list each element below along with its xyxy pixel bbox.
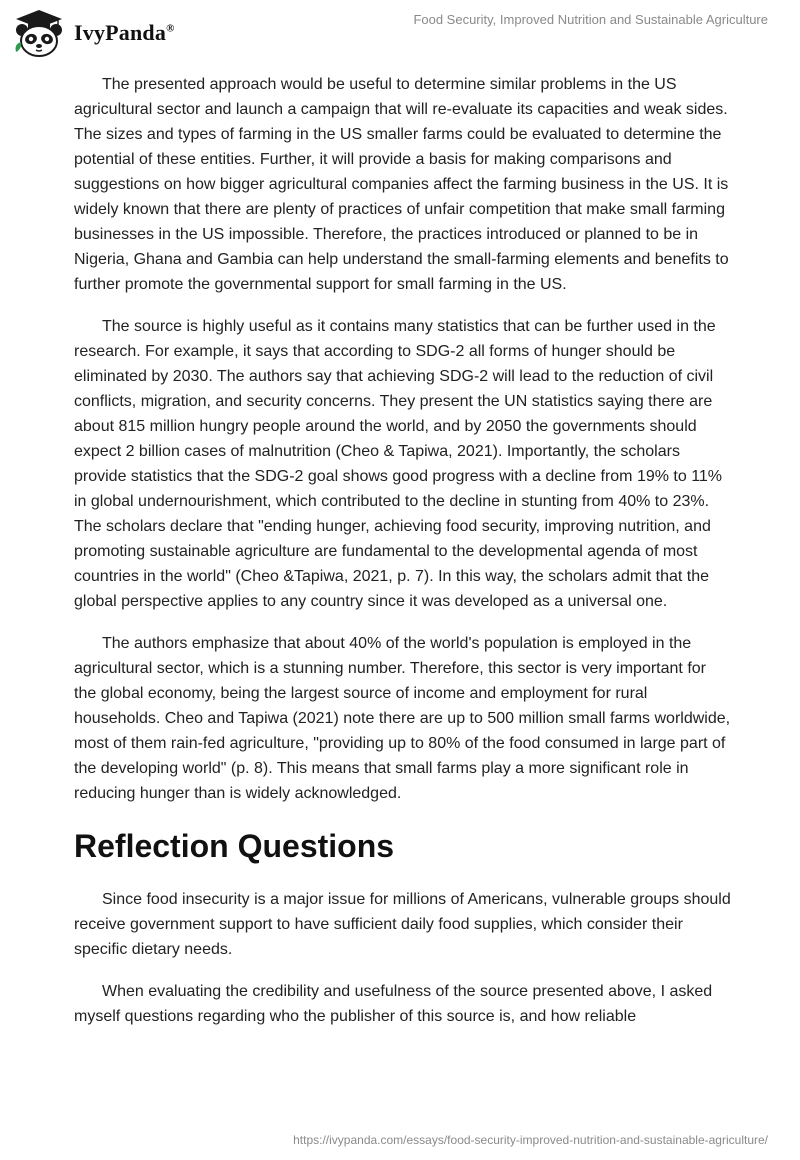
paragraph: The presented approach would be useful to determine similar problems in the US agricultural sector and launch a campaign that will re-evaluate its capacities and weak sides. The sizes and types of farming in the US smaller farms could be evaluated to determine the potential of these entities. Further, it will provide a basis for making comparisons and suggestions on how bigger agricultural companies affect the farming business in the US. It is widely known that there are plenty of practices of unfair competition that make small farming businesses in the US impossible. Therefore, the practices introduced or planned to be in Nigeria, Ghana and Gambia can help understand the small-farming elements and benefits to further promote the governmental support for small farming in the US. <box>74 76 729 293</box>
paragraph: Since food insecurity is a major issue for millions of Americans, vulnerable groups should receive government support to have sufficient daily food supplies, which consider their specific dietary needs. <box>74 891 731 958</box>
document-title: Food Security, Improved Nutrition and Sustainable Agriculture <box>413 12 768 27</box>
ivypanda-logo[interactable] <box>12 8 175 58</box>
paragraph: The authors emphasize that about 40% of the world's population is employed in the agricultural sector, which is a stunning number. Therefore, this sector is very important for the global economy, being the largest source of income and employment for rural households. Cheo and Tapiwa (2021) note there are up to 500 million small farms worldwide, most of them rain-fed agriculture, "providing up to 80% of the food consumed in large part of the developing world" (p. 8). This means that small farms play a more significant role in reducing hunger than is widely acknowledged. <box>74 635 731 802</box>
brand-name-text: IvyPanda <box>74 20 167 45</box>
registered-mark: ® <box>166 22 175 35</box>
paragraph: When evaluating the credibility and usefulness of the source presented above, I asked myself questions regarding who the publisher of this source is, and how reliable <box>74 983 713 1025</box>
page-header <box>0 0 800 70</box>
paragraph: The source is highly useful as it contains many statistics that can be further used in the research. For example, it says that according to SDG-2 all forms of hunger should be eliminated by 2030. The authors say that achieving SDG-2 will lead to the reduction of civil conflicts, migration, and security concerns. They present the UN statistics saying there are about 815 million hungry people around the world, and by 2050 the governments should expect 2 billion cases of malnutrition (Cheo & Tapiwa, 2021). Importantly, the scholars provide statistics that the SDG-2 goal shows good progress with a decline from 19% to 11% in global undernourishment, which contributed to the decline in stunting from 40% to 23%. The scholars declare that "ending hunger, achieving food security, improving nutrition, and promoting sustainable agriculture are fundamental to the developmental agenda of most countries in the world" (Cheo &Tapiwa, 2021, p. 7). In this way, the scholars admit that the global perspective applies to any country since it was developed as a universal one. <box>74 318 723 610</box>
section-heading: Reflection Questions <box>74 828 395 864</box>
panda-graduate-icon <box>12 8 66 58</box>
brand-name <box>74 20 175 46</box>
essay-body <box>74 72 732 1046</box>
source-url[interactable]: https://ivypanda.com/essays/food-security-improved-nutrition-and-sustainable-agriculture/ <box>293 1133 768 1147</box>
